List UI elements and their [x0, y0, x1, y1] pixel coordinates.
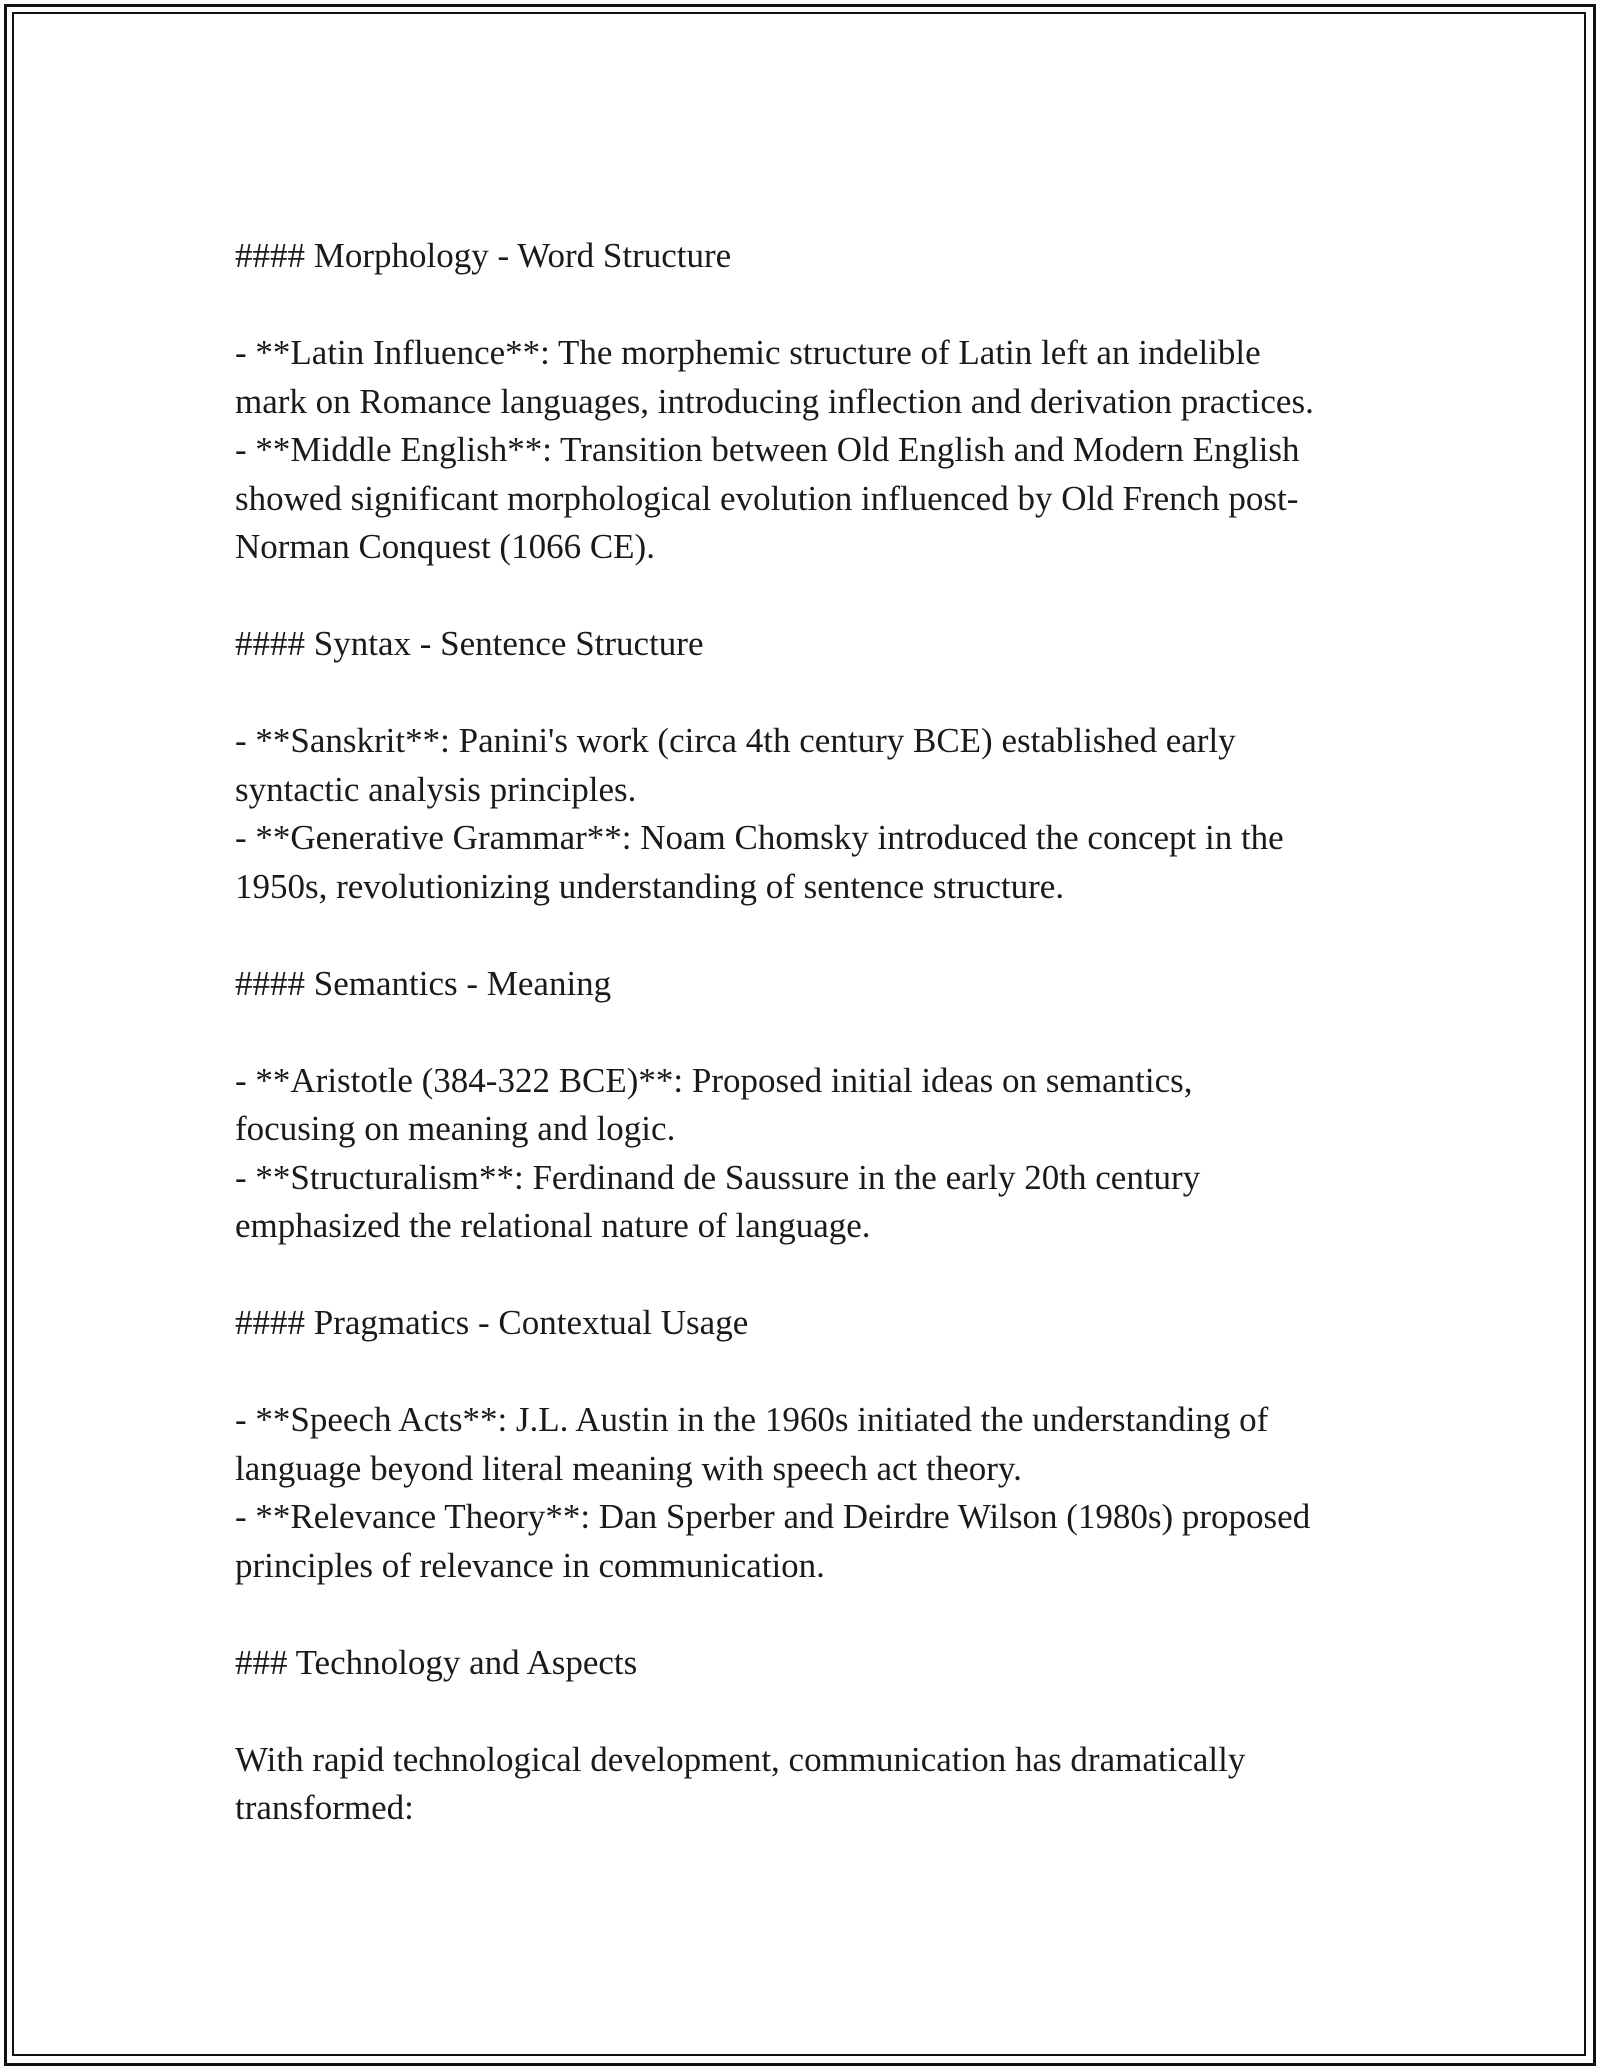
blank-line [235, 572, 1385, 621]
blank-line [235, 1590, 1385, 1639]
text-line: 1950s, revolutionizing understanding of sentence structure. [235, 866, 1065, 906]
text-line: focusing on meaning and logic. [235, 1109, 676, 1148]
blank-line [235, 1251, 1385, 1300]
section-heading-pragmatics: #### Pragmatics - Contextual Usage [235, 1303, 749, 1342]
section-heading-morphology: #### Morphology - Word Structure [235, 236, 732, 275]
text-line: - **Relevance Theory**: Dan Sperber and Deirdre Wilson (1980s) proposed [235, 1497, 1311, 1536]
text-line: - **Middle English**: Transition between Old English and Modern English [235, 430, 1300, 469]
text-line: - **Structuralism**: Ferdinand de Saussure in the early 20th century [235, 1157, 1201, 1197]
blank-line [235, 1687, 1385, 1736]
blank-line [235, 281, 1385, 330]
text-line: - **Sanskrit**: Panini's work (circa 4th century BCE) established early [235, 721, 1236, 760]
text-line: Norman Conquest (1066 CE). [235, 527, 655, 566]
document-body [235, 232, 1385, 1833]
text-line: syntactic analysis principles. [235, 769, 637, 809]
text-line: mark on Romance languages, introducing inflection and derivation practices. [235, 381, 1314, 421]
section-heading-semantics: #### Semantics - Meaning [235, 963, 612, 1003]
section-heading-technology: ### Technology and Aspects [235, 1642, 638, 1682]
text-line: - **Generative Grammar**: Noam Chomsky introduced the concept in the [235, 818, 1284, 857]
text-line: language beyond literal meaning with speech act theory. [235, 1448, 1022, 1488]
text-line: transformed: [235, 1788, 414, 1827]
text-line: - **Latin Influence**: The morphemic structure of Latin left an indelible [235, 333, 1261, 372]
text-line: With rapid technological development, communication has dramatically [235, 1739, 1246, 1779]
text-line: - **Aristotle (384-322 BCE)**: Proposed initial ideas on semantics, [235, 1060, 1193, 1100]
blank-line [235, 669, 1385, 718]
blank-line [235, 1008, 1385, 1057]
text-line: showed significant morphological evolution influenced by Old French post- [235, 478, 1299, 518]
text-line: emphasized the relational nature of language. [235, 1206, 871, 1245]
blank-line [235, 911, 1385, 960]
text-line: principles of relevance in communication. [235, 1545, 825, 1585]
text-line: - **Speech Acts**: J.L. Austin in the 1960s initiated the understanding of [235, 1400, 1269, 1439]
section-heading-syntax: #### Syntax - Sentence Structure [235, 624, 704, 663]
blank-line [235, 1348, 1385, 1397]
